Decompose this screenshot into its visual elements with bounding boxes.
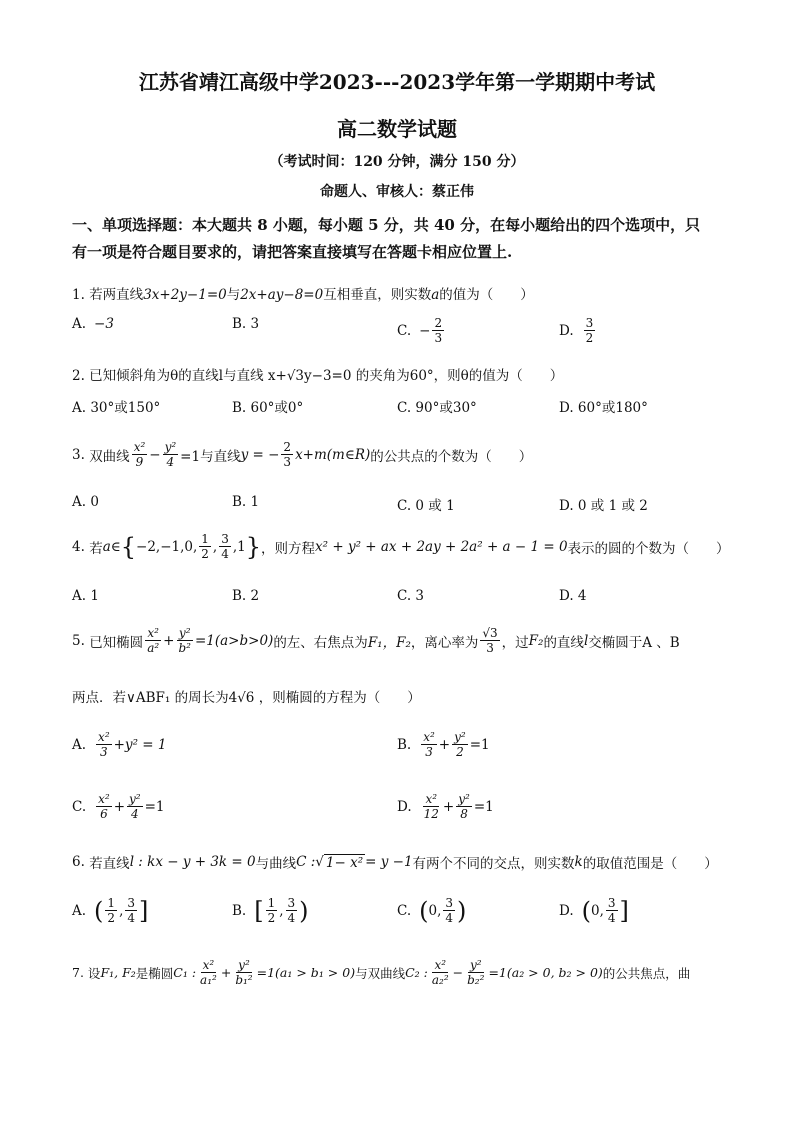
option-b[interactable]: B. $\frac{\text{x²}}{3}$ + $\frac{\text{y²}}{2}$ =1 <box>397 730 490 759</box>
question-4-options <box>72 588 732 618</box>
option-c[interactable]: C. 3 <box>397 588 425 604</box>
option-b[interactable]: B. 1 <box>232 494 260 510</box>
option-b[interactable]: B. 3 <box>232 316 260 332</box>
section-heading <box>72 212 728 266</box>
option-c[interactable]: C. − $\frac{2}{3}$ <box>397 316 443 345</box>
question-1-options <box>72 316 732 346</box>
question-1: 1. 若两直线3x+2y−1=0与2x+ay−8=0互相垂直，则实数a的值为（ ） <box>72 287 534 303</box>
question-5-line2: 两点．若∨ABF₁ 的周长为4√6 ，则椭圆的方程为（ ） <box>72 690 421 706</box>
option-b[interactable]: B. [ $\frac{1}{2}$ , $\frac{3}{4}$ ) <box>232 896 309 925</box>
option-d[interactable]: D. 0 或 1 或 2 <box>559 498 648 514</box>
question-4: 4. 若 a∈ { −2,−1,0, $\frac{1}{2}$ , $\frac{3}{4}$ ,1 } ，则方程 x² + y² + ax + 2ay + 2a² + a − 1 = 0 表示的圆的个数为（ ） <box>72 532 730 561</box>
option-a[interactable]: A. −3 <box>72 316 114 332</box>
question-2-options <box>72 396 732 426</box>
option-b[interactable]: B. 60°或0° <box>232 400 304 416</box>
option-d[interactable]: D. $\frac{\text{x²}}{12}$ + $\frac{\text{y²}}{8}$ =1 <box>397 792 494 821</box>
question-2: 2. 已知倾斜角为θ的直线l与直线 x+√3y−3=0 的夹角为60°，则θ的值为（ ） <box>72 368 564 384</box>
option-a[interactable]: A. ( $\frac{1}{2}$ , $\frac{3}{4}$ ] <box>72 896 149 925</box>
question-7: 7. 设 F₁, F₂ 是椭圆 C₁ : $\frac{\text{x²}}{\text{a₁²}}$ + $\frac{\text{y²}}{\text{b₁²}}$ =1(a₁ > b₁ > 0) 与双曲线 C₂ : $\frac{\text{x²}}{\text{a₂²}}$ − $\frac{\text{y²}}{\text{b₂²}}$ =1(a₂ > 0, b₂ > 0) 的公共焦点，曲 <box>72 958 691 987</box>
option-c[interactable]: C. $\frac{\text{x²}}{6}$ + $\frac{\text{y²}}{4}$ =1 <box>72 792 165 821</box>
question-3: 3. 双曲线 $\frac{\text{x²}}{9}$ − $\frac{\text{y²}}{4}$ =1与直线 y = − $\frac{2}{3}$ x+m(m∈R) 的公共点的个数为（ ） <box>72 440 533 469</box>
option-a[interactable]: A. $\frac{\text{x²}}{3}$ +y² = 1 <box>72 730 167 759</box>
option-a[interactable]: A. 1 <box>72 588 99 604</box>
question-5-options-ab <box>72 730 732 766</box>
section-heading-line1: 一、单项选择题：本大题共 8 小题，每小题 5 分，共 40 分，在每小题给出的四个选项中，只 <box>72 216 701 234</box>
option-b[interactable]: B. 2 <box>232 588 260 604</box>
option-d[interactable]: D. 60°或180° <box>559 400 648 416</box>
exam-author: 命题人、审核人：蔡正伟 <box>320 184 474 200</box>
section-heading-line2: 有一项是符合题目要求的，请把答案直接填写在答题卡相应位置上. <box>72 243 513 261</box>
question-3-options <box>72 494 732 524</box>
option-c[interactable]: C. ( 0, $\frac{3}{4}$ ) <box>397 896 467 925</box>
option-d[interactable]: D. ( 0, $\frac{3}{4}$ ] <box>559 896 629 925</box>
option-c[interactable]: C. 90°或30° <box>397 400 477 416</box>
exam-title: 江苏省靖江高级中学2023---2023学年第一学期期中考试 <box>138 70 656 94</box>
option-d[interactable]: D. $\frac{3}{2}$ <box>559 316 594 345</box>
option-c[interactable]: C. 0 或 1 <box>397 498 455 514</box>
option-a[interactable]: A. 0 <box>72 494 99 510</box>
exam-subtitle: 高二数学试题 <box>337 117 457 141</box>
option-d[interactable]: D. 4 <box>559 588 587 604</box>
option-a[interactable]: A. 30°或150° <box>72 400 161 416</box>
question-6: 6. 若直线 l : kx − y + 3k = 0 与曲线 C : √ 1− x² = y −1 有两个不同的交点，则实数 k 的取值范围是（ ） <box>72 854 718 872</box>
question-5: 5. 已知椭圆 $\frac{\text{x²}}{\text{a²}}$ + $\frac{\text{y²}}{\text{b²}}$ =1(a>b>0) 的左、右焦点为 F₁，F₂ ，离心率为 $\frac{√3}{3}$ ，过 F₂ 的直线 l 交椭圆于A 、B <box>72 626 680 655</box>
question-5-options-cd <box>72 792 732 828</box>
question-6-options <box>72 896 732 932</box>
exam-info: （考试时间：120 分钟，满分 150 分） <box>269 154 525 170</box>
